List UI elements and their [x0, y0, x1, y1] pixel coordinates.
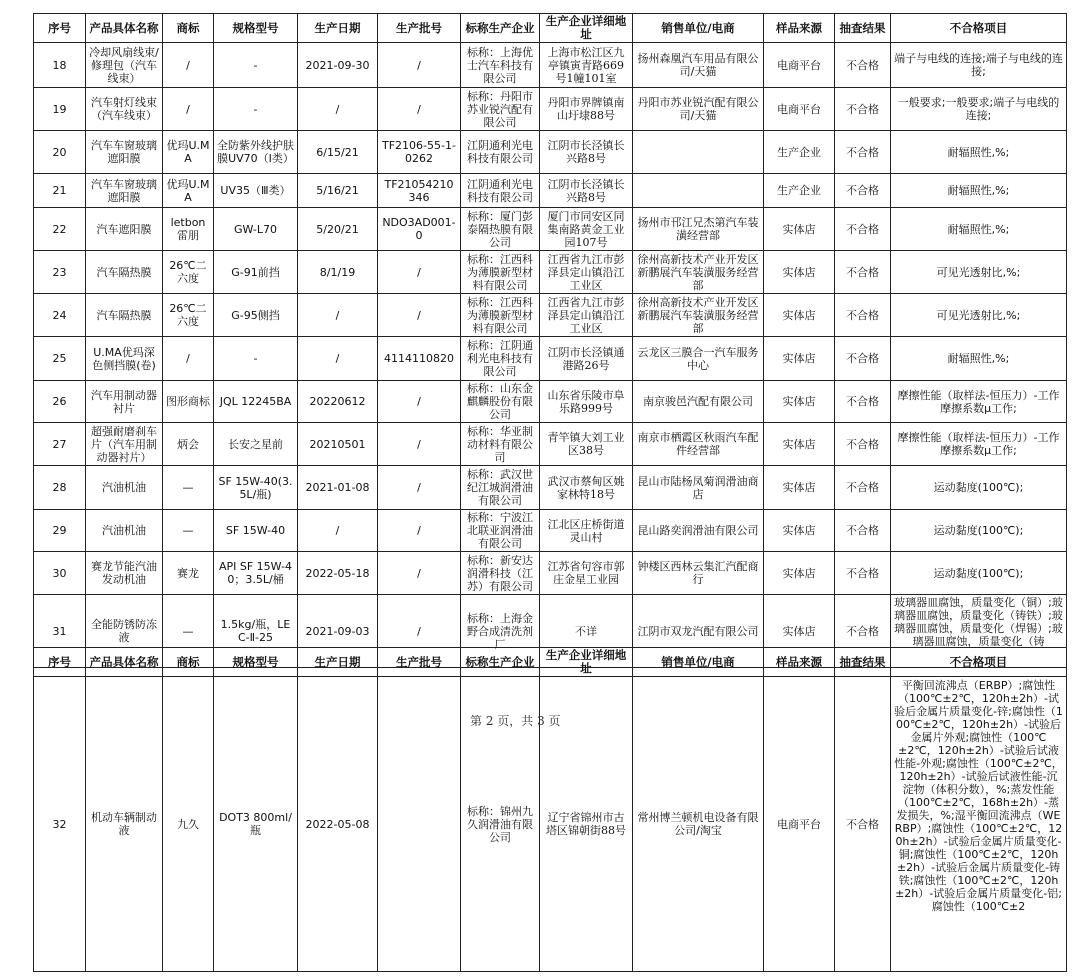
cell-name: 赛龙节能汽油发动机油 [86, 552, 163, 595]
cell-address: 江西省九江市彭泽县定山镇沿江工业区 [540, 251, 633, 294]
cell-source: 实体店 [764, 552, 835, 595]
cell-name: 汽车车窗玻璃遮阳膜 [86, 131, 163, 174]
cell-source: 生产企业 [764, 131, 835, 174]
cell-items: 耐辐照性,%; [891, 337, 1067, 381]
cell-spec: - [214, 43, 298, 88]
cell-seller: 徐州高新技术产业开发区新鹏展汽车装潢服务经营部 [633, 251, 764, 294]
cell-items: 运动黏度(100℃); [891, 510, 1067, 552]
cell-source: 实体店 [764, 208, 835, 251]
cell-items: 耐辐照性,%; [891, 174, 1067, 208]
cell-date: 6/15/21 [298, 131, 378, 174]
cell-spec: JQL 12245BA [214, 381, 298, 423]
cell-seller: 云龙区三膜合一汽车服务中心 [633, 337, 764, 381]
cell-batch: 4114110820 [378, 337, 461, 381]
column-header: 不合格项目 [891, 648, 1067, 677]
cell-date: 5/20/21 [298, 208, 378, 251]
cell-spec: SF 15W-40(3.5L/瓶) [214, 466, 298, 510]
cell-name: 全能防锈防冻液 [86, 595, 163, 668]
cell-seller [633, 174, 764, 208]
cell-brand: 图形商标 [163, 381, 214, 423]
cell-batch: / [378, 552, 461, 595]
header-row [34, 14, 1067, 43]
cell-result: 不合格 [835, 43, 891, 88]
cell-spec: - [214, 337, 298, 381]
cell-spec: G-95侧挡 [214, 294, 298, 337]
column-header: 产品具体名称 [86, 14, 163, 43]
cell-spec: SF 15W-40 [214, 510, 298, 552]
cell-maker: 标称：华亚制动材料有限公司 [461, 423, 540, 466]
cell-result: 不合格 [835, 251, 891, 294]
cell-seller: 丹阳市苏业锐汽配有限公司/天猫 [633, 88, 764, 131]
column-header: 商标 [163, 14, 214, 43]
cell-items: 运动黏度(100℃); [891, 466, 1067, 510]
column-header: 抽查结果 [835, 14, 891, 43]
cell-no: 23 [34, 251, 86, 294]
cell-date: 2022-05-18 [298, 552, 378, 595]
cell-no: 27 [34, 423, 86, 466]
cell-no: 32 [34, 677, 86, 972]
table-row [34, 552, 1067, 595]
cell-seller: 扬州森凰汽车用品有限公司/天猫 [633, 43, 764, 88]
cell-source: 实体店 [764, 466, 835, 510]
cell-maker: 标称：山东金麒麟股份有限公司 [461, 381, 540, 423]
cell-brand: 优玛U.MA [163, 131, 214, 174]
cell-result: 不合格 [835, 208, 891, 251]
cell-seller [633, 131, 764, 174]
cell-address: 江西省九江市彭泽县定山镇沿江工业区 [540, 294, 633, 337]
cell-batch [378, 677, 461, 972]
column-header: 生产批号 [378, 14, 461, 43]
cell-source: 电商平台 [764, 677, 835, 972]
cell-items: 摩擦性能（取样法-恒压力）-工作摩擦系数μ工作; [891, 381, 1067, 423]
cell-name: 汽车隔热膜 [86, 251, 163, 294]
cell-seller: 常州博兰顿机电设备有限公司/淘宝 [633, 677, 764, 972]
cell-address: 武汉市蔡甸区姚家林特18号 [540, 466, 633, 510]
cell-batch: / [378, 423, 461, 466]
cell-brand: 九久 [163, 677, 214, 972]
cell-source: 实体店 [764, 510, 835, 552]
column-header: 标称生产企业 [461, 648, 540, 677]
column-header: 序号 [34, 648, 86, 677]
cell-spec: 1.5kg/瓶，LEC-Ⅱ-25 [214, 595, 298, 668]
cell-maker: 标称：锦州九久润滑油有限公司 [461, 677, 540, 972]
cell-items [891, 677, 1067, 972]
cell-spec: 长安之星前 [214, 423, 298, 466]
column-header: 规格型号 [214, 14, 298, 43]
cell-source: 实体店 [764, 381, 835, 423]
cell-name: 汽车隔热膜 [86, 294, 163, 337]
cell-batch: / [378, 595, 461, 668]
cell-items: 运动黏度(100℃); [891, 552, 1067, 595]
cell-date: 20220612 [298, 381, 378, 423]
cell-seller: 南京骏邑汽配有限公司 [633, 381, 764, 423]
table-row [34, 43, 1067, 88]
column-header: 销售单位/电商 [633, 14, 764, 43]
cell-no: 29 [34, 510, 86, 552]
cell-batch: / [378, 466, 461, 510]
cell-result: 不合格 [835, 423, 891, 466]
cell-date: 8/1/19 [298, 251, 378, 294]
cell-source: 生产企业 [764, 174, 835, 208]
cell-brand: 26℃二六度 [163, 294, 214, 337]
cell-maker: 标称：厦门彭泰隔热膜有限公司 [461, 208, 540, 251]
cell-name: 汽车用制动器衬片 [86, 381, 163, 423]
cell-no: 31 [34, 595, 86, 668]
cell-maker: 标称：江西科为薄膜新型材料有限公司 [461, 294, 540, 337]
cell-no: 28 [34, 466, 86, 510]
cell-no: 30 [34, 552, 86, 595]
cell-maker: 标称：武汉世纪江城润滑油有限公司 [461, 466, 540, 510]
table-row [34, 208, 1067, 251]
results-table-bottom [33, 647, 1067, 972]
results-table-top [33, 13, 1067, 668]
cell-address: 山东省乐陵市阜乐路999号 [540, 381, 633, 423]
cell-result: 不合格 [835, 294, 891, 337]
cell-items: 可见光透射比,%; [891, 251, 1067, 294]
column-header: 样品来源 [764, 14, 835, 43]
cell-source: 实体店 [764, 251, 835, 294]
cell-batch: NDO3AD001-0 [378, 208, 461, 251]
cell-items: 可见光透射比,%; [891, 294, 1067, 337]
column-header: 序号 [34, 14, 86, 43]
cell-batch: TF2106-55-1-0262 [378, 131, 461, 174]
cell-name: 机动车辆制动液 [86, 677, 163, 972]
cell-no: 18 [34, 43, 86, 88]
cell-items-text: 玻璃器皿腐蚀，质量变化（铜）;玻璃器皿腐蚀，质量变化（铸铁）;玻璃器皿腐蚀，质量变化（焊锡）;玻璃器皿腐蚀，质量变化（铸 [894, 596, 1063, 648]
cell-result: 不合格 [835, 677, 891, 972]
cell-seller: 徐州高新技术产业开发区新鹏展汽车装潢服务经营部 [633, 294, 764, 337]
cell-batch: / [378, 88, 461, 131]
column-header: 销售单位/电商 [633, 648, 764, 677]
cell-result: 不合格 [835, 595, 891, 668]
cell-spec: GW-L70 [214, 208, 298, 251]
cell-source: 实体店 [764, 294, 835, 337]
table-row [34, 423, 1067, 466]
cell-date: / [298, 88, 378, 131]
cell-items: 摩擦性能（取样法-恒压力）-工作摩擦系数μ工作; [891, 423, 1067, 466]
cell-result: 不合格 [835, 337, 891, 381]
column-header: 不合格项目 [891, 14, 1067, 43]
cell-seller: 昆山市陆杨凤菊润滑油商店 [633, 466, 764, 510]
cell-result: 不合格 [835, 88, 891, 131]
cell-seller: 南京市栖霞区秋雨汽车配件经营部 [633, 423, 764, 466]
cell-address: 江苏省句容市郭庄金星工业园 [540, 552, 633, 595]
cell-name: 冷却风扇线束/修理包（汽车线束） [86, 43, 163, 88]
cell-no: 24 [34, 294, 86, 337]
cell-items: 一般要求;一般要求;端子与电线的连接; [891, 88, 1067, 131]
cell-address: 江阴市长泾镇长兴路8号 [540, 174, 633, 208]
cell-brand: / [163, 43, 214, 88]
cell-spec: DOT3 800ml/瓶 [214, 677, 298, 972]
cell-date: / [298, 337, 378, 381]
cell-maker: 标称：上海优士汽车科技有限公司 [461, 43, 540, 88]
header-row [34, 648, 1067, 677]
table-row [34, 337, 1067, 381]
cell-seller: 扬州市邗江兄杰第汽车装潢经营部 [633, 208, 764, 251]
cell-address: 江阴市长泾镇通港路26号 [540, 337, 633, 381]
table-row [34, 466, 1067, 510]
cell-spec: - [214, 88, 298, 131]
cell-maker: 江阴通利光电科技有限公司 [461, 174, 540, 208]
cell-name: 汽车车窗玻璃遮阳膜 [86, 174, 163, 208]
cell-brand: 优玛U.MA [163, 174, 214, 208]
cell-name: 汽车射灯线束（汽车线束） [86, 88, 163, 131]
cell-source: 电商平台 [764, 88, 835, 131]
cell-spec: API SF 15W-40；3.5L/桶 [214, 552, 298, 595]
cell-address: 青竿镇大刘工业区38号 [540, 423, 633, 466]
column-header: 生产企业详细地址 [540, 648, 633, 677]
cell-batch: TF21054210346 [378, 174, 461, 208]
cell-source: 实体店 [764, 423, 835, 466]
cell-batch: / [378, 251, 461, 294]
cell-address: 丹阳市界牌镇南山圩埭88号 [540, 88, 633, 131]
column-header: 商标 [163, 648, 214, 677]
cell-batch: / [378, 43, 461, 88]
cell-spec: 全防紫外线护肤膜UV70（I类） [214, 131, 298, 174]
cell-date: 2021-09-03 [298, 595, 378, 668]
cell-address: 江阴市长泾镇长兴路8号 [540, 131, 633, 174]
column-header: 样品来源 [764, 648, 835, 677]
cell-result: 不合格 [835, 381, 891, 423]
cell-batch: / [378, 294, 461, 337]
cell-address: 上海市松江区九亭镇寅青路669号1幢101室 [540, 43, 633, 88]
cell-brand: — [163, 595, 214, 668]
column-header: 生产日期 [298, 14, 378, 43]
cell-name: U.MA优玛深色侧挡膜(卷) [86, 337, 163, 381]
table-row [34, 131, 1067, 174]
cell-seller: 江阴市双龙汽配有限公司 [633, 595, 764, 668]
cell-address: 不详 [540, 595, 633, 668]
cell-name: 汽车遮阳膜 [86, 208, 163, 251]
cell-source: 实体店 [764, 337, 835, 381]
cell-date: 2021-01-08 [298, 466, 378, 510]
cell-no: 25 [34, 337, 86, 381]
cell-maker: 标称：丹阳市苏业锐汽配有限公司 [461, 88, 540, 131]
cell-result: 不合格 [835, 174, 891, 208]
table-row [34, 251, 1067, 294]
cell-result: 不合格 [835, 552, 891, 595]
column-header: 生产批号 [378, 648, 461, 677]
cell-address: 辽宁省锦州市古塔区锦朝街88号 [540, 677, 633, 972]
cell-batch: / [378, 381, 461, 423]
column-header: 产品具体名称 [86, 648, 163, 677]
cell-maker: 标称：新安达润滑科技（江苏）有限公司 [461, 552, 540, 595]
cell-no: 20 [34, 131, 86, 174]
cell-result: 不合格 [835, 131, 891, 174]
cell-no: 22 [34, 208, 86, 251]
column-header: 生产日期 [298, 648, 378, 677]
cell-date: 2021-09-30 [298, 43, 378, 88]
cell-address: 江北区庄桥街道灵山村 [540, 510, 633, 552]
column-header: 标称生产企业 [461, 14, 540, 43]
column-header: 生产企业详细地址 [540, 14, 633, 43]
table-row [34, 294, 1067, 337]
column-header: 规格型号 [214, 648, 298, 677]
cell-result: 不合格 [835, 466, 891, 510]
cell-items-text: 平衡回流沸点（ERBP）;腐蚀性（100℃±2℃，120h±2h）-试验后金属片质量变化-锌;腐蚀性（100℃±2℃，120h±2h）-试验后金属片外观;腐蚀性（100℃±2℃，120h±2h）-试验后试液性能-外观;腐蚀性（100℃±2℃，120h±2h）-试验后试液性能-沉淀物（体积分数），%;蒸发性能（100℃±2℃，168h±2h）-蒸发损失，%;湿平衡回流沸点（WERBP）;腐蚀性（100℃±2℃，120h±2h）-试验后金属片质量变化-铜;腐蚀性（100℃±2℃，120h±2h）-试验后金属片质量变化-铸铁;腐蚀性（100℃±2℃，120h±2h）-试验后金属片质量变化-铝;腐蚀性（100℃±2 [894, 679, 1063, 913]
cell-items: 耐辐照性,%; [891, 131, 1067, 174]
cell-items: 端子与电线的连接;端子与电线的连接; [891, 43, 1067, 88]
table-row [34, 381, 1067, 423]
cell-seller: 昆山路奕润滑油有限公司 [633, 510, 764, 552]
cell-brand: letbon雷朋 [163, 208, 214, 251]
cell-items: 耐辐照性,%; [891, 208, 1067, 251]
cell-maker: 江阴通利光电科技有限公司 [461, 131, 540, 174]
cell-name: 汽油机油 [86, 510, 163, 552]
cell-source: 实体店 [764, 595, 835, 668]
cell-brand: — [163, 510, 214, 552]
cell-seller: 钟楼区西林云集汇汽配商行 [633, 552, 764, 595]
cell-no: 21 [34, 174, 86, 208]
cell-maker: 标称：江西科为薄膜新型材料有限公司 [461, 251, 540, 294]
cell-no: 19 [34, 88, 86, 131]
cell-name: 超强耐磨刹车片（汽车用制动器衬片） [86, 423, 163, 466]
table-row [34, 174, 1067, 208]
cell-maker: 标称：江阴通利光电科技有限公司 [461, 337, 540, 381]
table-row [34, 88, 1067, 131]
column-header: 抽查结果 [835, 648, 891, 677]
cell-brand: — [163, 466, 214, 510]
cell-maker: 标称：上海金野合成清洗剂厂 [461, 595, 540, 668]
cell-maker: 标称：宁波江北联亚润滑油有限公司 [461, 510, 540, 552]
table-row [34, 510, 1067, 552]
cell-date: 2022-05-08 [298, 677, 378, 972]
cell-address: 厦门市同安区同集南路黄金工业园107号 [540, 208, 633, 251]
cell-result: 不合格 [835, 510, 891, 552]
page-number-note: 第 2 页，共 3 页 [470, 714, 561, 728]
cell-brand: 26℃二六度 [163, 251, 214, 294]
cell-date: / [298, 294, 378, 337]
cell-batch: / [378, 510, 461, 552]
cell-no: 26 [34, 381, 86, 423]
cell-spec: G-91前挡 [214, 251, 298, 294]
cell-date: / [298, 510, 378, 552]
cell-source: 电商平台 [764, 43, 835, 88]
cell-brand: 赛龙 [163, 552, 214, 595]
cell-date: 20210501 [298, 423, 378, 466]
cell-name: 汽油机油 [86, 466, 163, 510]
cell-brand: / [163, 88, 214, 131]
cell-brand: 炳会 [163, 423, 214, 466]
cell-date: 5/16/21 [298, 174, 378, 208]
cell-brand: / [163, 337, 214, 381]
cell-spec: UV35（Ⅲ类） [214, 174, 298, 208]
